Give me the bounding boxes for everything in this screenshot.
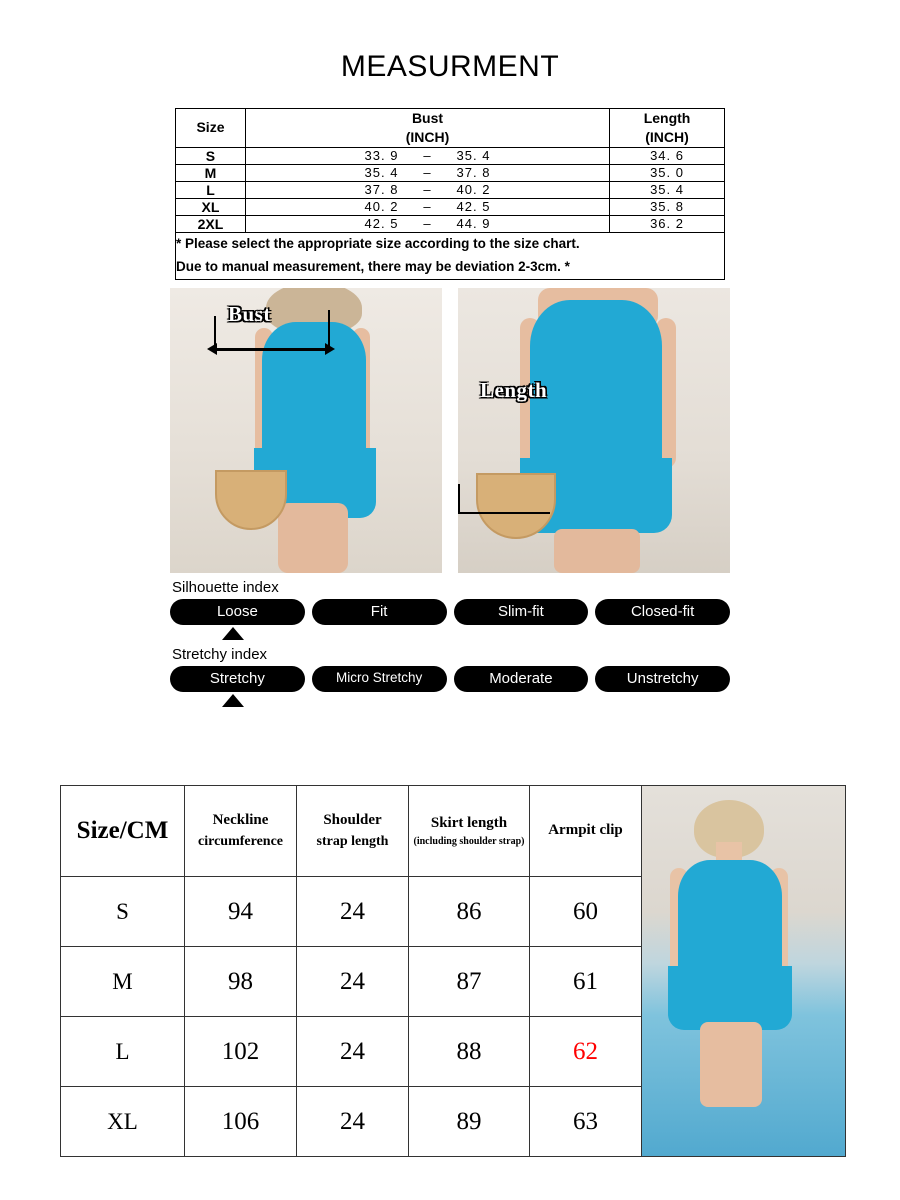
- model-legs: [554, 529, 640, 573]
- product-photo-row: [170, 288, 730, 573]
- stretchy-options: [170, 666, 730, 692]
- cm-row-shoulder: 24: [297, 877, 409, 947]
- silhouette-options: [170, 599, 730, 625]
- row-size: S: [176, 147, 246, 164]
- note-row: [176, 232, 725, 279]
- table-row: [176, 164, 725, 181]
- model-dress-hem: [668, 966, 792, 1030]
- table-row: [176, 215, 725, 232]
- row-bust-range: [245, 198, 609, 215]
- stretchy-index-block: [170, 646, 730, 707]
- measurement-table: [175, 108, 725, 280]
- silhouette-caption: Silhouette index: [172, 578, 279, 596]
- bust-min: 42. 5: [364, 216, 399, 232]
- bust-min: 33. 9: [364, 148, 399, 164]
- model-legs: [700, 1022, 762, 1107]
- row-bust-range: [245, 147, 609, 164]
- bust-label: Bust: [228, 301, 271, 326]
- cm-header-shoulder: Shoulder strap length: [297, 786, 409, 877]
- cm-row-shoulder: 24: [297, 1017, 409, 1087]
- photo-bust-measure: [170, 288, 442, 573]
- silhouette-option-loose[interactable]: Loose: [170, 599, 305, 625]
- cm-header-armpit: Armpit clip: [530, 786, 642, 877]
- stretchy-caption: Stretchy index: [172, 645, 268, 663]
- row-size: 2XL: [176, 215, 246, 232]
- cm-header-row: [61, 786, 846, 877]
- row-length: 35. 4: [610, 181, 725, 198]
- bust-max: 44. 9: [456, 216, 491, 232]
- silhouette-option-fit[interactable]: Fit: [312, 599, 447, 625]
- stretchy-option-moderate[interactable]: Moderate: [454, 666, 589, 692]
- row-length: 35. 8: [610, 198, 725, 215]
- header-length: Length (INCH): [610, 109, 725, 148]
- cm-header-skirt: Skirt length (including shoulder strap): [409, 786, 530, 877]
- model-legs: [278, 503, 348, 573]
- silhouette-option-slim-fit[interactable]: Slim-fit: [454, 599, 589, 625]
- cm-row-neckline: 94: [185, 877, 297, 947]
- bust-min: 40. 2: [364, 199, 399, 215]
- row-length: 35. 0: [610, 164, 725, 181]
- cm-row-size: L: [61, 1017, 185, 1087]
- range-dash: –: [423, 182, 432, 198]
- table-row: [176, 181, 725, 198]
- cm-row-size: XL: [61, 1087, 185, 1157]
- stretchy-option-unstretchy[interactable]: Unstretchy: [595, 666, 730, 692]
- length-tick: [458, 512, 550, 514]
- product-photo-pool: [642, 786, 846, 1157]
- cm-table-wrapper: [60, 785, 845, 1157]
- stretchy-option-stretchy[interactable]: Stretchy: [170, 666, 305, 692]
- bust-arrow: [216, 348, 326, 351]
- bust-min: 37. 8: [364, 182, 399, 198]
- row-size: M: [176, 164, 246, 181]
- silhouette-selected-caret-icon: [222, 627, 244, 640]
- cm-row-armpit: 60: [530, 877, 642, 947]
- page-title: MEASURMENT: [340, 50, 560, 83]
- cm-row-skirt: 87: [409, 947, 530, 1017]
- cm-size-table: [60, 785, 846, 1157]
- note-line-2: Due to manual measurement, there may be deviation 2-3cm. *: [176, 258, 570, 274]
- measurement-note: [176, 232, 725, 279]
- row-bust-range: [245, 181, 609, 198]
- stretchy-selected-caret-icon: [222, 694, 244, 707]
- cm-row-armpit: 62: [530, 1017, 642, 1087]
- cm-row-neckline: 102: [185, 1017, 297, 1087]
- cm-row-neckline: 106: [185, 1087, 297, 1157]
- silhouette-option-closed-fit[interactable]: Closed-fit: [595, 599, 730, 625]
- row-length: 36. 2: [610, 215, 725, 232]
- row-bust-range: [245, 164, 609, 181]
- table-header-row: [176, 109, 725, 148]
- cm-row-shoulder: 24: [297, 947, 409, 1017]
- range-dash: –: [423, 148, 432, 164]
- cm-row-skirt: 88: [409, 1017, 530, 1087]
- range-dash: –: [423, 199, 432, 215]
- row-length: 34. 6: [610, 147, 725, 164]
- cm-row-size: S: [61, 877, 185, 947]
- table-row: [176, 198, 725, 215]
- cm-header-neckline: Neckline circumference: [185, 786, 297, 877]
- bust-tick-left: [214, 316, 216, 350]
- row-size: XL: [176, 198, 246, 215]
- silhouette-index-block: [170, 579, 730, 640]
- row-size: L: [176, 181, 246, 198]
- bust-max: 40. 2: [456, 182, 491, 198]
- cm-row-skirt: 86: [409, 877, 530, 947]
- note-line-1: * Please select the appropriate size according to the size chart.: [176, 235, 580, 251]
- cm-header-size: Size/CM: [61, 786, 185, 877]
- measurement-table-wrapper: [175, 108, 725, 280]
- length-label: Length: [480, 377, 548, 402]
- photo-length-measure: [458, 288, 730, 573]
- range-dash: –: [423, 216, 432, 232]
- cm-row-skirt: 89: [409, 1087, 530, 1157]
- cm-row-shoulder: 24: [297, 1087, 409, 1157]
- bust-max: 42. 5: [456, 199, 491, 215]
- row-bust-range: [245, 215, 609, 232]
- cm-row-armpit: 63: [530, 1087, 642, 1157]
- bust-tick-right: [328, 310, 330, 350]
- cm-row-neckline: 98: [185, 947, 297, 1017]
- range-dash: –: [423, 165, 432, 181]
- bust-max: 35. 4: [456, 148, 491, 164]
- cm-row-armpit: 61: [530, 947, 642, 1017]
- table-row: [176, 147, 725, 164]
- bust-max: 37. 8: [456, 165, 491, 181]
- header-bust: Bust (INCH): [245, 109, 609, 148]
- length-tick-vertical: [458, 484, 460, 514]
- bust-min: 35. 4: [364, 165, 399, 181]
- stretchy-option-micro-stretchy[interactable]: Micro Stretchy: [312, 666, 447, 692]
- header-size: Size: [176, 109, 246, 148]
- cm-row-size: M: [61, 947, 185, 1017]
